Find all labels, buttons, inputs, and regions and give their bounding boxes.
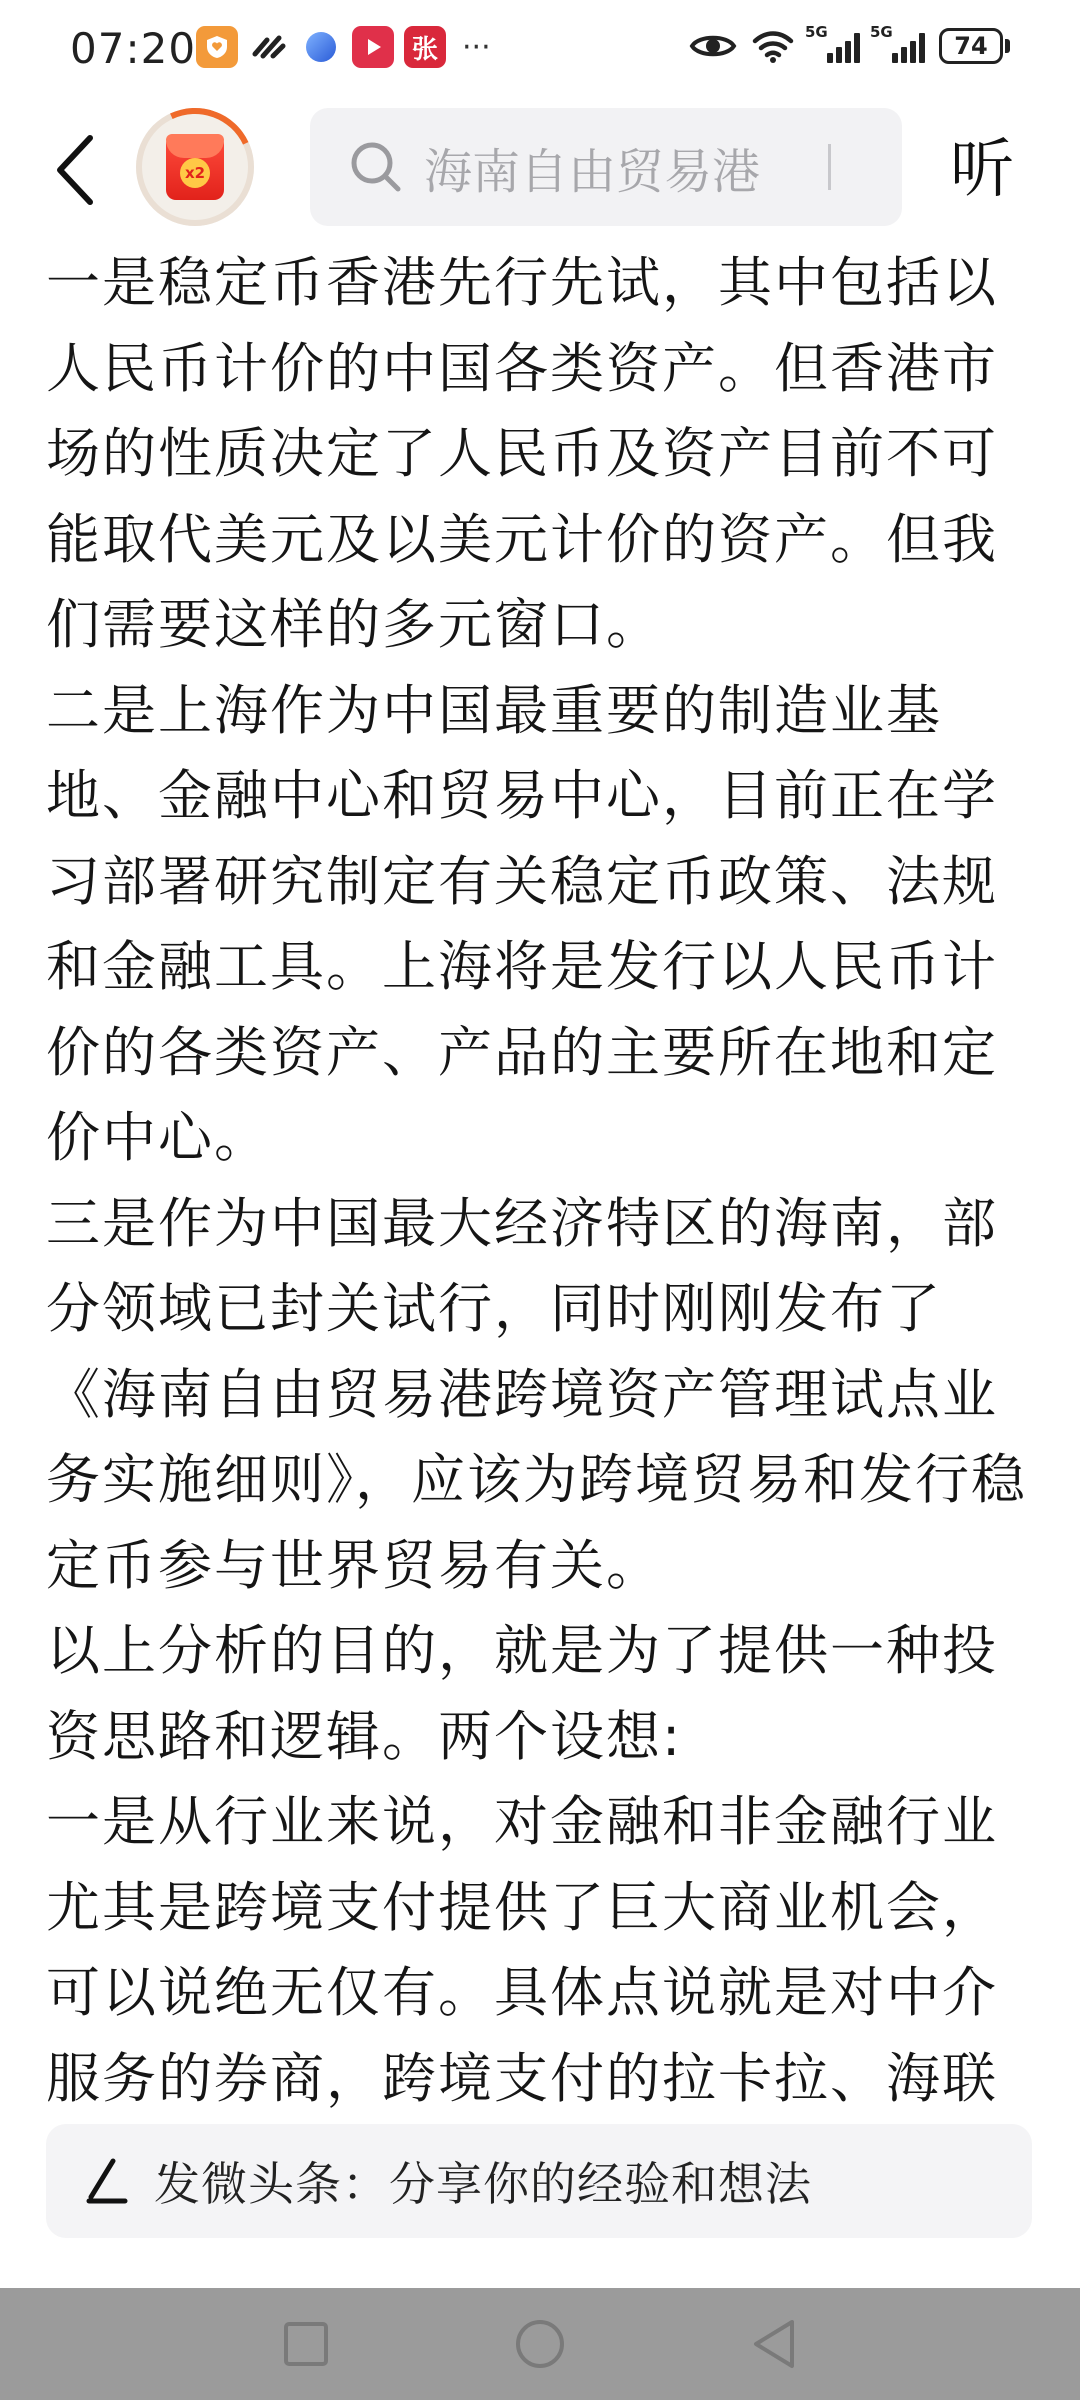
status-bar [0, 0, 1080, 100]
top-header [0, 100, 1080, 240]
signal-5g-2-icon: 5G [874, 29, 925, 63]
article-paragraph: 以上分析的目的，就是为了提供一种投资思路和逻辑。两个设想: [46, 1619, 998, 1768]
article-paragraph: 二是上海作为中国最重要的制造业基地、金融中心和贸易中心，目前正在学习部署研究制定有关稳定币政策、法规和金融工具。上海将是发行以人民币计价的各类资产、产品的主要所在地和定价中心。 [46, 678, 998, 1169]
article-paragraph: 三是作为中国最大经济特区的海南，部分领域已封关试行，同时刚刚发布了《海南自由贸易港跨境资产管理试点业务实施细则》，应该为跨境贸易和发行稳定币参与世界贸易有关。 [46, 1191, 1027, 1597]
search-caret [828, 144, 831, 190]
battery-level: 74 [939, 28, 1003, 64]
red-packet-multiplier: x2 [180, 158, 210, 188]
comment-placeholder: 发微头条：分享你的经验和想法 [154, 2157, 812, 2211]
shield-heart-app-icon [196, 26, 238, 68]
article-paragraph: 一是从行业来说，对金融和非金融行业尤其是跨境支付提供了巨大商业机会，可以说绝无仅有。具体点说就是对中介服务的券商，跨境支付的拉卡拉、海联 [46, 1790, 998, 2110]
search-placeholder: 海南自由贸易港 [424, 143, 761, 200]
video-play-app-icon [352, 26, 394, 68]
recents-square-icon[interactable] [264, 2302, 348, 2386]
wifi-icon [751, 28, 795, 64]
post-comment-input[interactable] [46, 2124, 1032, 2238]
home-circle-icon[interactable] [498, 2302, 582, 2386]
planet-app-icon [300, 26, 342, 68]
more-notifications-icon: ··· [462, 29, 491, 65]
battery-icon [939, 28, 1010, 64]
back-arrow-icon[interactable] [44, 128, 104, 212]
status-right [689, 23, 1010, 64]
search-input[interactable] [310, 108, 902, 226]
article-paragraph: 一是稳定币香港先行先试，其中包括以人民币计价的中国各类资产。但香港市场的性质决定了人民币及资产目前不可能取代美元及以美元计价的资产。但我们需要这样的多元窗口。 [46, 251, 998, 656]
red-packet-reward-icon[interactable] [136, 108, 254, 226]
listen-button[interactable]: 听 [950, 133, 1014, 207]
zhang-app-icon: 张 [404, 26, 446, 68]
back-triangle-icon[interactable] [732, 2302, 816, 2386]
swish-app-icon [248, 26, 290, 68]
pen-icon [82, 2156, 132, 2206]
notification-icons [196, 26, 491, 68]
search-icon [348, 139, 404, 195]
system-nav-bar [0, 2288, 1080, 2400]
eye-icon [689, 31, 737, 61]
status-time: 07:20 [70, 24, 197, 73]
article-body [46, 240, 1036, 2120]
signal-5g-1-icon: 5G [809, 29, 860, 63]
